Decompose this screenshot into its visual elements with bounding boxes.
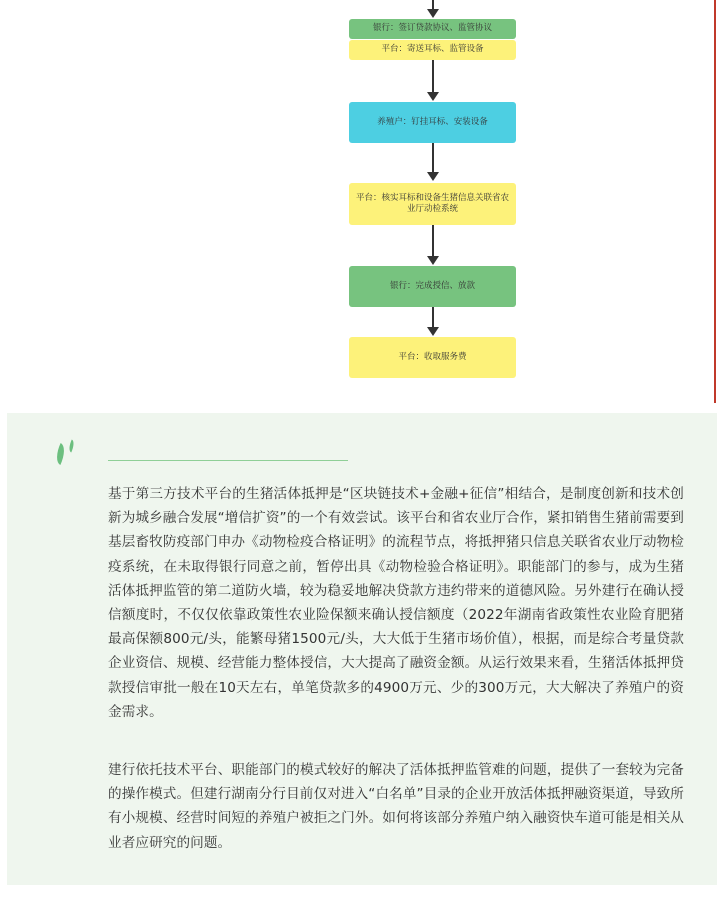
flow-step-platform-send: 平台：寄送耳标、监管设备 <box>349 40 516 60</box>
connector-line <box>432 225 434 257</box>
arrow-down-icon <box>427 256 439 265</box>
connector-line <box>432 307 434 328</box>
flow-step-farmer-install: 养殖户：钉挂耳标、安装设备 <box>349 102 516 143</box>
section-divider <box>108 460 348 461</box>
article-paragraph-1: 基于第三方技术平台的生猪活体抵押是“区块链技术+金融+征信”相结合，是制度创新和技术创新为城乡融合发展“增信扩资”的一个有效尝试。该平台和省农业厅合作，紧扣销售生猪前需要到基层畜牧防疫部门申办《动物检疫合格证明》的流程节点，将抵押猪只信息关联省农业厅动物检疫系统，在未取得银行同意之前，暂停出具《动物检验合格证明》。职能部门的参与，成为生猪活体抵押监管的第二道防火墙，较为稳妥地解决贷款方违约带来的道德风险。另外建行在确认授信额度时，不仅仅依靠政策性农业险保额来确认授信额度（2022年湖南省政策性农业险育肥猪最高保额800元/头，能繁母猪1500元/头，大大低于生猪市场价值），根据，而是综合考量贷款企业资信、规模、经营能力整体授信，大大提高了融资金额。从运行效果来看，生猪活体抵押贷款授信审批一般在10天左右，单笔贷款多的4900万元、少的300万元，大大解决了养殖户的资金需求。 <box>108 486 684 720</box>
arrow-down-icon <box>427 172 439 181</box>
flowchart <box>0 0 724 410</box>
connector-line <box>432 60 434 93</box>
arrow-down-icon <box>427 9 439 18</box>
flow-step-bank-credit: 银行：完成授信、放款 <box>349 266 516 307</box>
flow-step-platform-fee: 平台：收取服务费 <box>349 337 516 378</box>
page-edge-divider <box>714 0 716 403</box>
arrow-down-icon <box>427 92 439 101</box>
arrow-down-icon <box>427 327 439 336</box>
connector-line <box>432 143 434 173</box>
article-paragraph-2: 建行依托技术平台、职能部门的模式较好的解决了活体抵押监管难的问题，提供了一套较为完备的操作模式。但建行湖南分行目前仅对进入“白名单”目录的企业开放活体抵押融资渠道，导致所有小规模、经营时间短的养殖户被拒之门外。如何将该部分养殖户纳入融资快车道可能是相关从业者应研究的问题。 <box>108 762 684 851</box>
flow-step-platform-verify: 平台：核实耳标和设备生猪信息关联省农业厅动检系统 <box>349 183 516 225</box>
flow-step-bank-sign: 银行：签订贷款协议、监管协议 <box>349 19 516 39</box>
